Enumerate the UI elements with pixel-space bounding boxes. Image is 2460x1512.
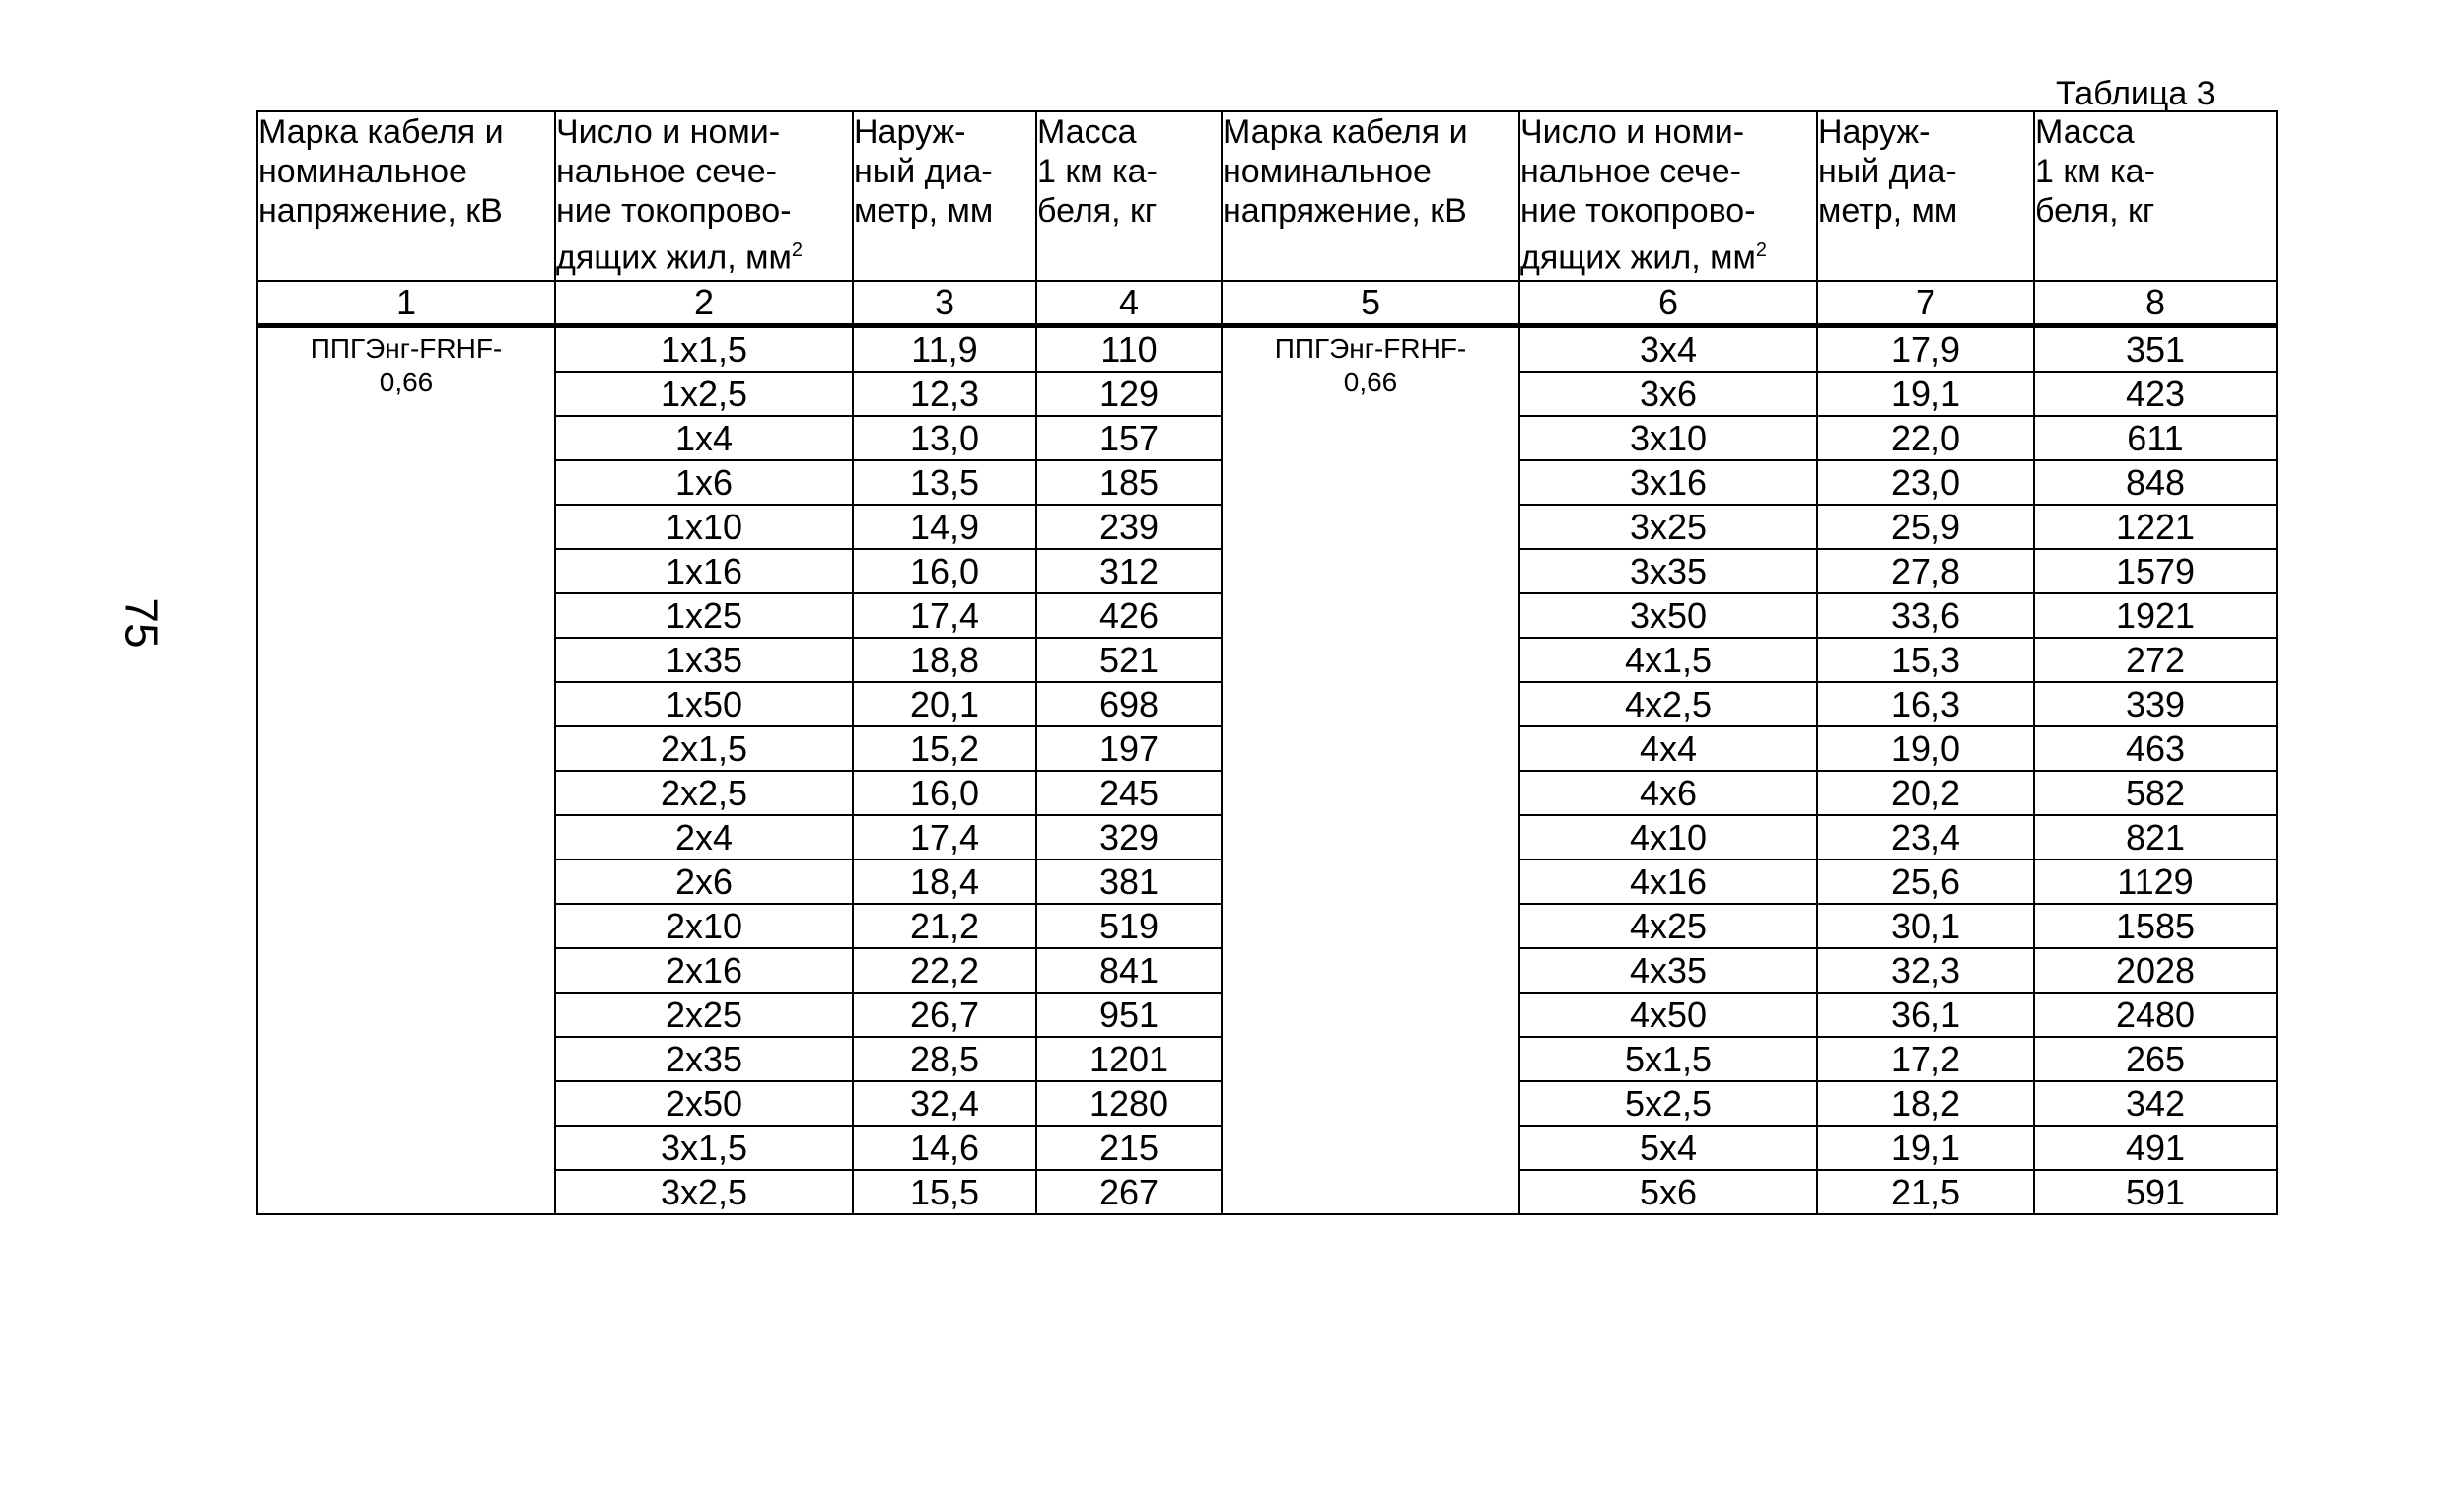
outer-diameter-cell: 13,5 bbox=[853, 460, 1036, 505]
column-number: 6 bbox=[1519, 281, 1817, 326]
cores-section-cell: 5x2,5 bbox=[1519, 1081, 1817, 1126]
header-line bbox=[258, 191, 554, 231]
header-line bbox=[1520, 191, 1816, 231]
header-text: нальное сече- bbox=[1520, 153, 1742, 190]
cores-section-cell: 4x50 bbox=[1519, 993, 1817, 1037]
header-text: метр, мм bbox=[1818, 192, 1958, 230]
outer-diameter-cell: 32,3 bbox=[1817, 948, 2034, 993]
mass-cell: 519 bbox=[1036, 904, 1222, 948]
header-line bbox=[556, 152, 852, 191]
header-line bbox=[1520, 231, 1816, 277]
header-line bbox=[258, 112, 554, 152]
cores-section-cell: 2x2,5 bbox=[555, 771, 853, 815]
cores-section-cell: 3x1,5 bbox=[555, 1126, 853, 1170]
cores-section-cell: 1x6 bbox=[555, 460, 853, 505]
cores-section-cell: 1x25 bbox=[555, 593, 853, 638]
mass-cell: 1579 bbox=[2034, 549, 2277, 593]
cores-section-cell: 4x16 bbox=[1519, 859, 1817, 904]
mass-cell: 110 bbox=[1036, 326, 1222, 373]
mass-cell: 267 bbox=[1036, 1170, 1222, 1214]
column-header bbox=[1222, 111, 1519, 281]
table-body bbox=[257, 326, 2277, 1215]
column-number-row bbox=[257, 281, 2277, 326]
header-text: 1 км ка- bbox=[2035, 153, 2155, 190]
outer-diameter-cell: 17,4 bbox=[853, 815, 1036, 859]
cores-section-cell: 5x1,5 bbox=[1519, 1037, 1817, 1081]
header-line bbox=[1037, 112, 1221, 152]
header-text: Масса bbox=[1037, 113, 1137, 151]
mass-cell: 582 bbox=[2034, 771, 2277, 815]
header-line bbox=[556, 231, 852, 277]
column-number: 3 bbox=[853, 281, 1036, 326]
mass-cell: 265 bbox=[2034, 1037, 2277, 1081]
outer-diameter-cell: 25,6 bbox=[1817, 859, 2034, 904]
cores-section-cell: 5x6 bbox=[1519, 1170, 1817, 1214]
cable-table bbox=[256, 110, 2278, 1215]
cores-section-cell: 5x4 bbox=[1519, 1126, 1817, 1170]
cores-section-cell: 1x35 bbox=[555, 638, 853, 682]
outer-diameter-cell: 25,9 bbox=[1817, 505, 2034, 549]
outer-diameter-cell: 17,9 bbox=[1817, 326, 2034, 373]
mass-cell: 1221 bbox=[2034, 505, 2277, 549]
outer-diameter-cell: 36,1 bbox=[1817, 993, 2034, 1037]
header-text: Наруж- bbox=[1818, 113, 1931, 151]
mass-cell: 521 bbox=[1036, 638, 1222, 682]
cores-section-cell: 1x50 bbox=[555, 682, 853, 726]
column-number: 5 bbox=[1222, 281, 1519, 326]
outer-diameter-cell: 27,8 bbox=[1817, 549, 2034, 593]
outer-diameter-cell: 21,2 bbox=[853, 904, 1036, 948]
mass-cell: 426 bbox=[1036, 593, 1222, 638]
cores-section-cell: 4x25 bbox=[1519, 904, 1817, 948]
outer-diameter-cell: 23,0 bbox=[1817, 460, 2034, 505]
cores-section-cell: 3x50 bbox=[1519, 593, 1817, 638]
header-text: метр, мм bbox=[854, 192, 994, 230]
mass-cell: 698 bbox=[1036, 682, 1222, 726]
outer-diameter-cell: 16,0 bbox=[853, 771, 1036, 815]
header-text: Масса bbox=[2035, 113, 2135, 151]
mass-cell: 423 bbox=[2034, 372, 2277, 416]
header-line bbox=[556, 112, 852, 152]
outer-diameter-cell: 22,0 bbox=[1817, 416, 2034, 460]
header-text: ние токопрово- bbox=[556, 192, 792, 230]
cores-section-cell: 2x50 bbox=[555, 1081, 853, 1126]
cores-section-cell: 4x2,5 bbox=[1519, 682, 1817, 726]
mass-cell: 1585 bbox=[2034, 904, 2277, 948]
header-line bbox=[854, 152, 1035, 191]
header-line bbox=[1818, 191, 2033, 231]
outer-diameter-cell: 33,6 bbox=[1817, 593, 2034, 638]
header-line bbox=[1520, 152, 1816, 191]
table-caption: Таблица 3 bbox=[2056, 75, 2215, 112]
header-text: номинальное bbox=[1223, 153, 1432, 190]
header-line bbox=[1223, 112, 1518, 152]
cable-brand-cell bbox=[1222, 326, 1519, 1215]
mass-cell: 342 bbox=[2034, 1081, 2277, 1126]
cores-section-cell: 1x10 bbox=[555, 505, 853, 549]
header-text: напряжение, кВ bbox=[258, 192, 503, 230]
outer-diameter-cell: 12,3 bbox=[853, 372, 1036, 416]
cable-brand-text: ППГЭнг-FRHF- bbox=[1274, 333, 1467, 364]
header-text: Наруж- bbox=[854, 113, 966, 151]
outer-diameter-cell: 21,5 bbox=[1817, 1170, 2034, 1214]
cores-section-cell: 3x4 bbox=[1519, 326, 1817, 373]
mass-cell: 591 bbox=[2034, 1170, 2277, 1214]
header-text: дящих жил, мм bbox=[556, 239, 792, 277]
column-header bbox=[1519, 111, 1817, 281]
cores-section-cell: 1x2,5 bbox=[555, 372, 853, 416]
outer-diameter-cell: 28,5 bbox=[853, 1037, 1036, 1081]
outer-diameter-cell: 23,4 bbox=[1817, 815, 2034, 859]
outer-diameter-cell: 15,2 bbox=[853, 726, 1036, 771]
header-line bbox=[854, 191, 1035, 231]
column-number: 1 bbox=[257, 281, 555, 326]
outer-diameter-cell: 19,0 bbox=[1817, 726, 2034, 771]
mass-cell: 245 bbox=[1036, 771, 1222, 815]
header-row bbox=[257, 111, 2277, 281]
header-line bbox=[1037, 152, 1221, 191]
column-header bbox=[2034, 111, 2277, 281]
cores-section-cell: 2x1,5 bbox=[555, 726, 853, 771]
cores-section-cell: 4x6 bbox=[1519, 771, 1817, 815]
column-number: 7 bbox=[1817, 281, 2034, 326]
column-header bbox=[555, 111, 853, 281]
outer-diameter-cell: 18,4 bbox=[853, 859, 1036, 904]
outer-diameter-cell: 30,1 bbox=[1817, 904, 2034, 948]
mass-cell: 1129 bbox=[2034, 859, 2277, 904]
cable-brand-text: 0,66 bbox=[379, 367, 434, 397]
cable-brand-text: 0,66 bbox=[1343, 367, 1398, 397]
header-text: Число и номи- bbox=[556, 113, 781, 151]
mass-cell: 197 bbox=[1036, 726, 1222, 771]
mass-cell: 129 bbox=[1036, 372, 1222, 416]
outer-diameter-cell: 14,9 bbox=[853, 505, 1036, 549]
mass-cell: 381 bbox=[1036, 859, 1222, 904]
header-line bbox=[1818, 112, 2033, 152]
mass-cell: 821 bbox=[2034, 815, 2277, 859]
mass-cell: 491 bbox=[2034, 1126, 2277, 1170]
cable-brand-text: ППГЭнг-FRHF- bbox=[310, 333, 503, 364]
header-text: напряжение, кВ bbox=[1223, 192, 1467, 230]
cores-section-cell: 2x4 bbox=[555, 815, 853, 859]
mass-cell: 848 bbox=[2034, 460, 2277, 505]
column-header bbox=[1817, 111, 2034, 281]
header-line bbox=[1223, 191, 1518, 231]
header-text: беля, кг bbox=[2035, 192, 2155, 230]
mass-cell: 351 bbox=[2034, 326, 2277, 373]
mass-cell: 157 bbox=[1036, 416, 1222, 460]
column-number: 4 bbox=[1036, 281, 1222, 326]
cores-section-cell: 1x16 bbox=[555, 549, 853, 593]
cores-section-cell: 3x2,5 bbox=[555, 1170, 853, 1214]
header-text: 1 км ка- bbox=[1037, 153, 1158, 190]
column-header bbox=[853, 111, 1036, 281]
outer-diameter-cell: 14,6 bbox=[853, 1126, 1036, 1170]
mass-cell: 215 bbox=[1036, 1126, 1222, 1170]
mass-cell: 1280 bbox=[1036, 1081, 1222, 1126]
page-number: 75 bbox=[115, 597, 168, 649]
outer-diameter-cell: 19,1 bbox=[1817, 372, 2034, 416]
header-text: номинальное bbox=[258, 153, 467, 190]
outer-diameter-cell: 16,0 bbox=[853, 549, 1036, 593]
outer-diameter-cell: 18,8 bbox=[853, 638, 1036, 682]
cores-section-cell: 1x1,5 bbox=[555, 326, 853, 373]
mass-cell: 339 bbox=[2034, 682, 2277, 726]
outer-diameter-cell: 17,4 bbox=[853, 593, 1036, 638]
header-text: ный диа- bbox=[1818, 153, 1957, 190]
cores-section-cell: 3x25 bbox=[1519, 505, 1817, 549]
mass-cell: 185 bbox=[1036, 460, 1222, 505]
mass-cell: 272 bbox=[2034, 638, 2277, 682]
outer-diameter-cell: 26,7 bbox=[853, 993, 1036, 1037]
column-number: 8 bbox=[2034, 281, 2277, 326]
cores-section-cell: 4x4 bbox=[1519, 726, 1817, 771]
mass-cell: 951 bbox=[1036, 993, 1222, 1037]
header-text: Марка кабеля и bbox=[1223, 113, 1468, 151]
outer-diameter-cell: 11,9 bbox=[853, 326, 1036, 373]
outer-diameter-cell: 17,2 bbox=[1817, 1037, 2034, 1081]
outer-diameter-cell: 22,2 bbox=[853, 948, 1036, 993]
outer-diameter-cell: 19,1 bbox=[1817, 1126, 2034, 1170]
header-line bbox=[854, 112, 1035, 152]
header-line bbox=[1037, 191, 1221, 231]
header-line bbox=[2035, 191, 2276, 231]
mass-cell: 463 bbox=[2034, 726, 2277, 771]
header-line bbox=[556, 191, 852, 231]
outer-diameter-cell: 20,2 bbox=[1817, 771, 2034, 815]
mass-cell: 1921 bbox=[2034, 593, 2277, 638]
header-text: Число и номи- bbox=[1520, 113, 1745, 151]
header-text: Марка кабеля и bbox=[258, 113, 504, 151]
header-line bbox=[1818, 152, 2033, 191]
header-superscript: 2 bbox=[791, 240, 804, 261]
header-line bbox=[258, 152, 554, 191]
mass-cell: 841 bbox=[1036, 948, 1222, 993]
header-text: ный диа- bbox=[854, 153, 993, 190]
header-superscript: 2 bbox=[1755, 240, 1768, 261]
outer-diameter-cell: 20,1 bbox=[853, 682, 1036, 726]
header-text: дящих жил, мм bbox=[1520, 239, 1756, 277]
cores-section-cell: 2x35 bbox=[555, 1037, 853, 1081]
header-line bbox=[2035, 152, 2276, 191]
outer-diameter-cell: 13,0 bbox=[853, 416, 1036, 460]
cores-section-cell: 1x4 bbox=[555, 416, 853, 460]
column-header bbox=[1036, 111, 1222, 281]
cores-section-cell: 3x16 bbox=[1519, 460, 1817, 505]
outer-diameter-cell: 18,2 bbox=[1817, 1081, 2034, 1126]
outer-diameter-cell: 15,5 bbox=[853, 1170, 1036, 1214]
cores-section-cell: 4x10 bbox=[1519, 815, 1817, 859]
cores-section-cell: 2x6 bbox=[555, 859, 853, 904]
column-header bbox=[257, 111, 555, 281]
cores-section-cell: 3x10 bbox=[1519, 416, 1817, 460]
cable-brand-cell bbox=[257, 326, 555, 1215]
cores-section-cell: 2x25 bbox=[555, 993, 853, 1037]
outer-diameter-cell: 32,4 bbox=[853, 1081, 1036, 1126]
cores-section-cell: 4x1,5 bbox=[1519, 638, 1817, 682]
header-line bbox=[1223, 152, 1518, 191]
header-line bbox=[1520, 112, 1816, 152]
cores-section-cell: 4x35 bbox=[1519, 948, 1817, 993]
mass-cell: 1201 bbox=[1036, 1037, 1222, 1081]
mass-cell: 239 bbox=[1036, 505, 1222, 549]
column-number: 2 bbox=[555, 281, 853, 326]
table-row bbox=[257, 326, 2277, 373]
header-text: нальное сече- bbox=[556, 153, 778, 190]
mass-cell: 2028 bbox=[2034, 948, 2277, 993]
mass-cell: 2480 bbox=[2034, 993, 2277, 1037]
mass-cell: 329 bbox=[1036, 815, 1222, 859]
cores-section-cell: 3x6 bbox=[1519, 372, 1817, 416]
cores-section-cell: 2x10 bbox=[555, 904, 853, 948]
header-text: беля, кг bbox=[1037, 192, 1158, 230]
mass-cell: 611 bbox=[2034, 416, 2277, 460]
outer-diameter-cell: 16,3 bbox=[1817, 682, 2034, 726]
cores-section-cell: 3x35 bbox=[1519, 549, 1817, 593]
mass-cell: 312 bbox=[1036, 549, 1222, 593]
header-text: ние токопрово- bbox=[1520, 192, 1756, 230]
outer-diameter-cell: 15,3 bbox=[1817, 638, 2034, 682]
header-line bbox=[2035, 112, 2276, 152]
cores-section-cell: 2x16 bbox=[555, 948, 853, 993]
